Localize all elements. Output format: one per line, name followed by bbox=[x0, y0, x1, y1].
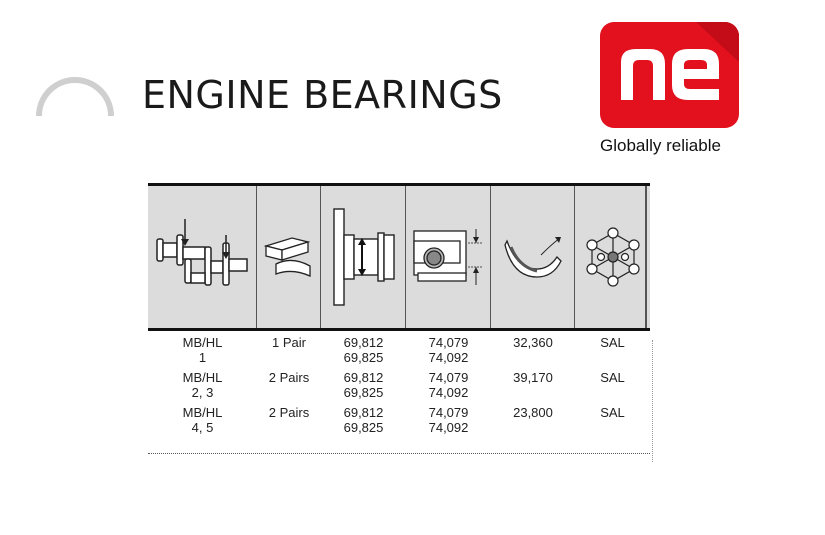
table-icon-header bbox=[148, 186, 650, 328]
cell-type: MB/HL 4, 5 bbox=[182, 405, 223, 435]
cell-inner-diameter: 69,812 69,825 bbox=[343, 335, 384, 365]
cell-quantity: 2 Pairs bbox=[268, 405, 310, 420]
cell-type: MB/HL 2, 3 bbox=[182, 370, 223, 400]
cell-inner-diameter: 69,812 69,825 bbox=[343, 405, 384, 435]
table-row bbox=[148, 370, 650, 405]
bearing-inner-diameter-icon bbox=[321, 186, 406, 328]
table-right-rule bbox=[645, 186, 647, 331]
cell-housing-diameter: 74,079 74,092 bbox=[428, 335, 469, 365]
table-body bbox=[148, 335, 650, 439]
cell-material: SAL bbox=[600, 335, 625, 350]
table-header-rule bbox=[148, 328, 650, 331]
brand-tagline: Globally reliable bbox=[600, 136, 721, 155]
cell-housing-diameter: 74,079 74,092 bbox=[428, 370, 469, 400]
table-row bbox=[148, 335, 650, 370]
cell-type: MB/HL 1 bbox=[182, 335, 223, 365]
cell-width: 23,800 bbox=[513, 405, 553, 420]
table-side-dots bbox=[652, 340, 653, 462]
bearing-material-icon bbox=[575, 186, 650, 328]
cell-width: 32,360 bbox=[513, 335, 553, 350]
cell-quantity: 2 Pairs bbox=[268, 370, 310, 385]
table-bottom-rule bbox=[148, 453, 650, 454]
table-row bbox=[148, 405, 650, 439]
housing-bore-diameter-icon bbox=[406, 186, 491, 328]
cell-inner-diameter: 69,812 69,825 bbox=[343, 370, 384, 400]
bearing-arc-icon bbox=[33, 76, 117, 120]
brand-logo bbox=[600, 22, 739, 128]
crankshaft-bearing-position-icon bbox=[148, 186, 257, 328]
cell-housing-diameter: 74,079 74,092 bbox=[428, 405, 469, 435]
cell-material: SAL bbox=[600, 405, 625, 420]
cell-material: SAL bbox=[600, 370, 625, 385]
page-title: ENGINE BEARINGS bbox=[142, 73, 503, 117]
bearing-shell-pair-icon bbox=[257, 186, 321, 328]
cell-quantity: 1 Pair bbox=[272, 335, 306, 350]
cell-width: 39,170 bbox=[513, 370, 553, 385]
bearing-width-icon bbox=[491, 186, 575, 328]
